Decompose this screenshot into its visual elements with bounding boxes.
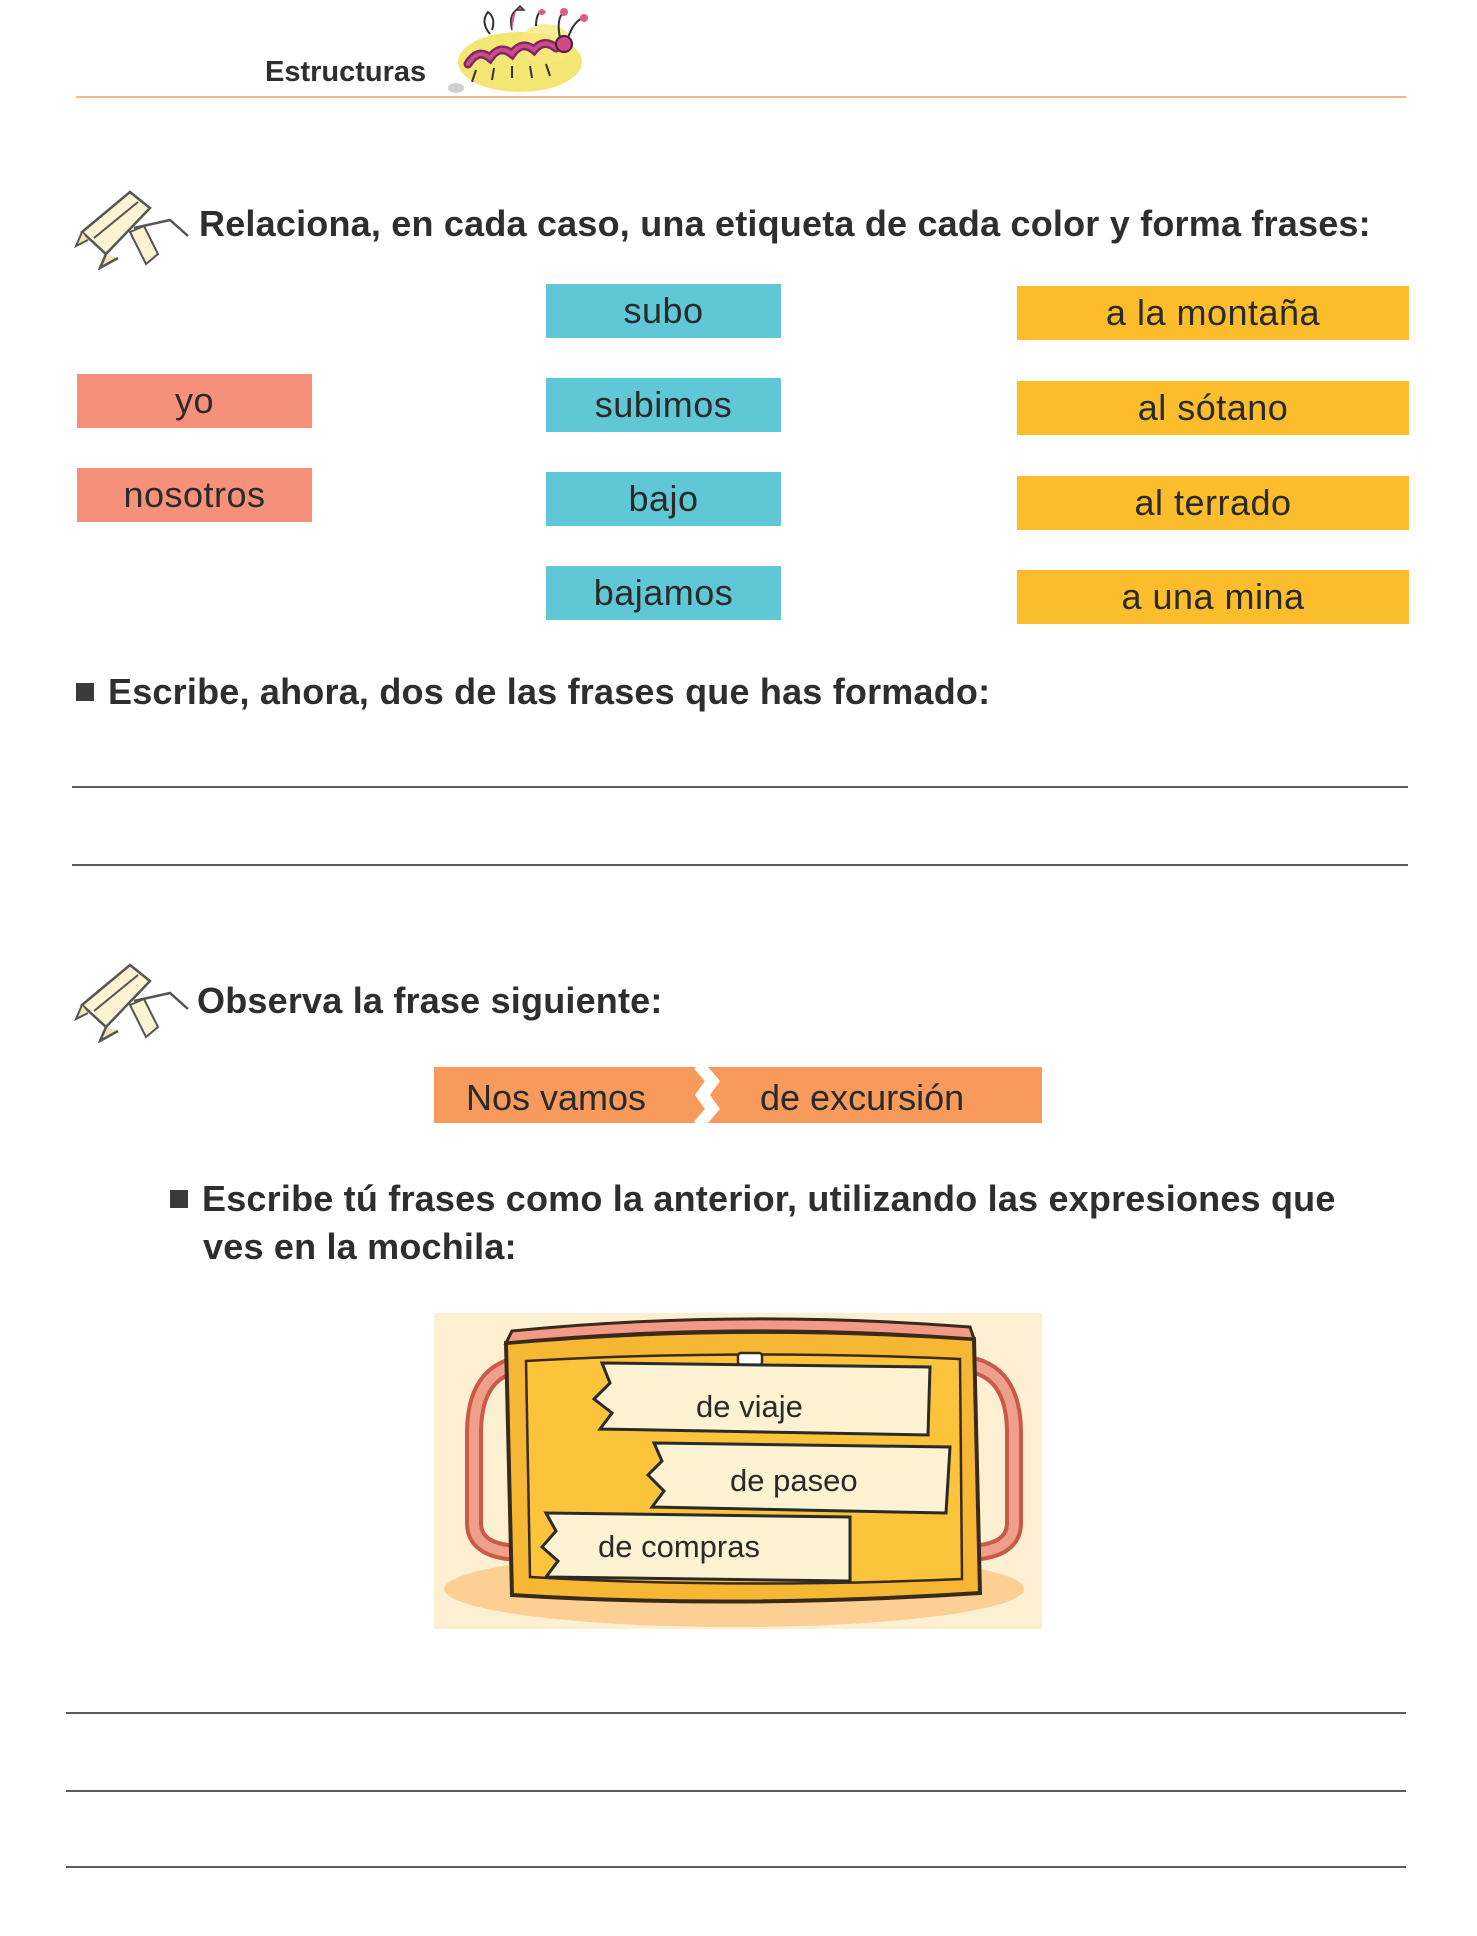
square-bullet-icon bbox=[76, 683, 94, 701]
exercise2-write-prompt: Escribe tú frases como la anterior, utilizando las expresiones que bbox=[170, 1178, 1336, 1220]
answer-line-4[interactable] bbox=[66, 1790, 1406, 1792]
backpack-illustration bbox=[434, 1313, 1042, 1629]
example-sentence bbox=[434, 1067, 1042, 1123]
exercise1-instruction: Relaciona, en cada caso, una etiqueta de cada color y forma frases: bbox=[199, 203, 1371, 244]
blue-tag-bajo: bajo bbox=[546, 472, 781, 526]
page-header-title: Estructuras bbox=[265, 56, 427, 88]
square-bullet-icon bbox=[170, 1190, 188, 1208]
red-tag-yo: yo bbox=[77, 374, 312, 428]
answer-line-3[interactable] bbox=[66, 1712, 1406, 1714]
answer-line-1[interactable] bbox=[72, 786, 1408, 788]
example-part-complement: de excursión bbox=[760, 1077, 965, 1118]
exercise1-write-prompt: Escribe, ahora, dos de las frases que has formado: bbox=[76, 671, 990, 713]
pencil-icon bbox=[74, 957, 192, 1043]
blue-tag-subo: subo bbox=[546, 284, 781, 338]
red-tag-nosotros: nosotros bbox=[77, 468, 312, 522]
answer-line-5[interactable] bbox=[66, 1866, 1406, 1868]
caterpillar-mascot-icon bbox=[446, 4, 592, 96]
yellow-tag-montana: a la montaña bbox=[1017, 286, 1409, 340]
yellow-tag-terrado: al terrado bbox=[1017, 476, 1409, 530]
backpack-label-viaje: de viaje bbox=[696, 1389, 803, 1424]
blue-tag-bajamos: bajamos bbox=[546, 566, 781, 620]
yellow-tag-sotano: al sótano bbox=[1017, 381, 1409, 435]
exercise2-instruction: Observa la frase siguiente: bbox=[197, 980, 663, 1021]
backpack-label-paseo: de paseo bbox=[730, 1463, 858, 1498]
exercise2-write-prompt-line2: ves en la mochila: bbox=[203, 1226, 517, 1267]
backpack-label-compras: de compras bbox=[598, 1529, 760, 1564]
pencil-icon bbox=[74, 184, 192, 270]
answer-line-2[interactable] bbox=[72, 864, 1408, 866]
header-divider bbox=[76, 96, 1406, 98]
yellow-tag-mina: a una mina bbox=[1017, 570, 1409, 624]
blue-tag-subimos: subimos bbox=[546, 378, 781, 432]
example-part-subject: Nos vamos bbox=[466, 1077, 647, 1118]
